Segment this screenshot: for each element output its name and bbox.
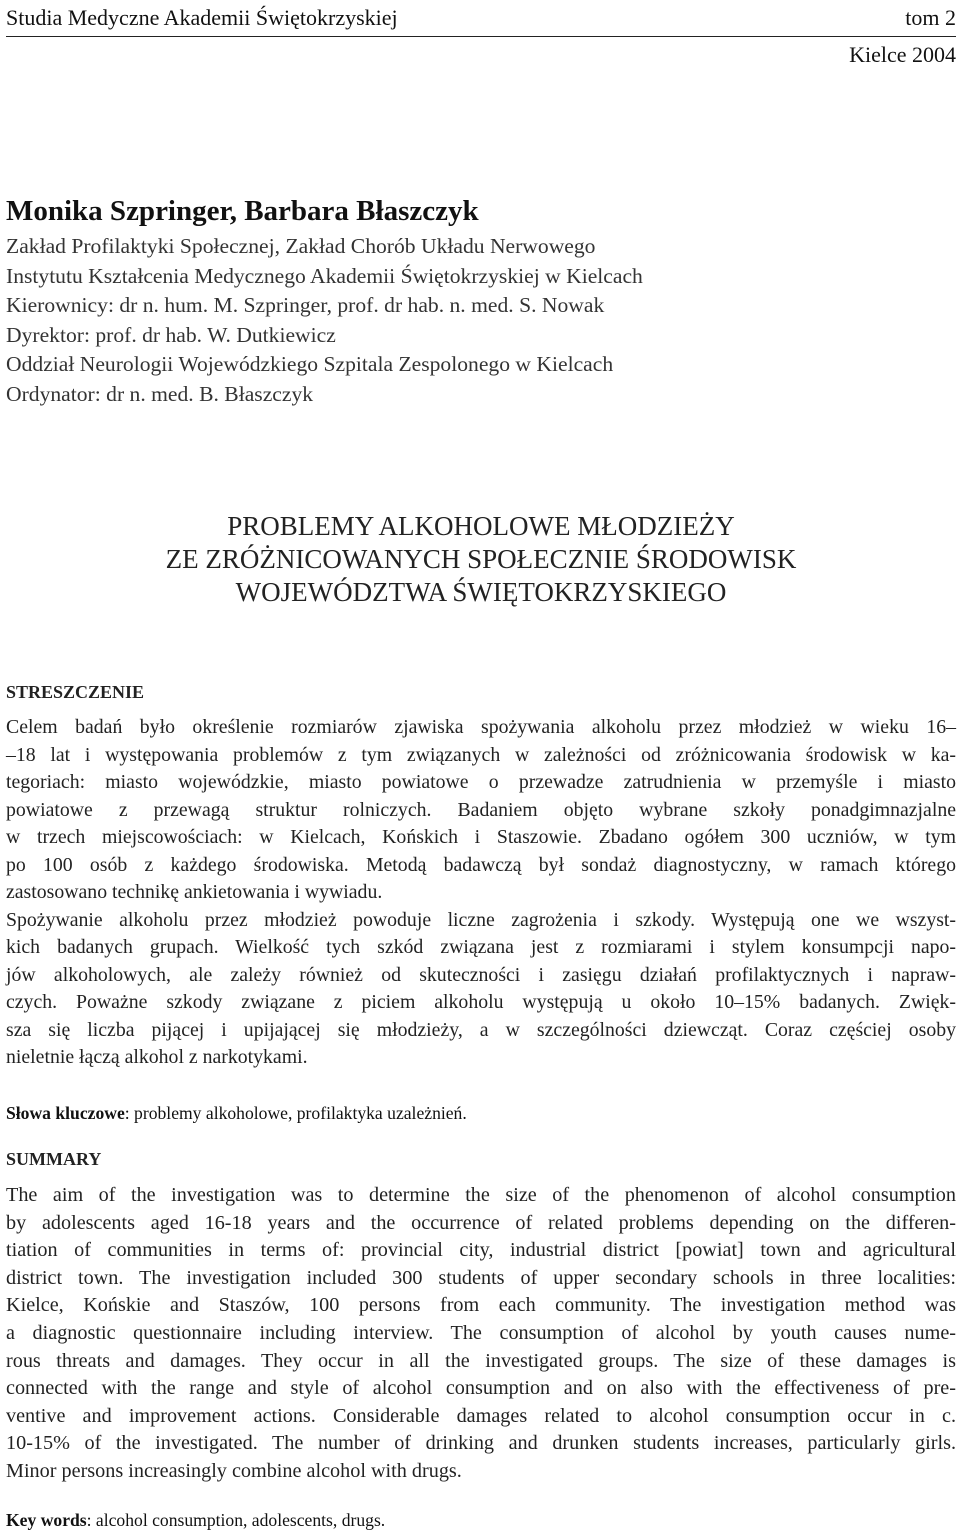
- summary-line: ventive and improvement actions. Considerable damages related to alcohol consumption occur in c.: [6, 1404, 956, 1427]
- abstract-line: powiatowe z przewagą struktur rolniczych. Badaniem objęto wybrane szkoły ponadgimnazjalne: [6, 798, 956, 821]
- affiliation-line: Zakład Profilaktyki Społecznej, Zakład Chorób Układu Nerwowego: [6, 234, 596, 258]
- streszczenie-body: [6, 714, 956, 1072]
- abstract-line: sza się liczba pijącej i upijającej się młodzieży, a w szczególności dziewcząt. Coraz częściej osoby: [6, 1018, 956, 1041]
- summary-body: [6, 1182, 956, 1486]
- authors: Monika Szpringer, Barbara Błaszczyk: [6, 195, 479, 227]
- abstract-line: zastosowano technikę ankietowania i wywiadu.: [6, 881, 383, 903]
- slowa-kluczowe: [6, 1101, 467, 1125]
- summary-line: connected with the range and style of alcohol consumption and on also with the effectiveness of pre-: [6, 1377, 956, 1400]
- summary-line: Kielce, Końskie and Staszów, 100 persons from each community. The investigation method was: [6, 1294, 956, 1317]
- abstract-line: po 100 osób z każdego środowiska. Metodą badawczą był sondaż diagnostyczny, w ramach którego: [6, 853, 956, 876]
- affiliation-line: Kierownicy: dr n. hum. M. Szpringer, prof. dr hab. n. med. S. Nowak: [6, 293, 605, 317]
- abstract-line: czych. Poważne szkody związane z piciem alkoholu występują u około 10–15% badanych. Zwięk-: [6, 991, 956, 1013]
- summary-line: tiation of communities in terms of: provincial city, industrial district [powiat] town and agricultural: [6, 1239, 956, 1262]
- summary-line: The aim of the investigation was to determine the size of the phenomenon of alcohol consumption: [6, 1184, 956, 1206]
- summary-heading: SUMMARY: [6, 1149, 102, 1169]
- keywords-label: Słowa kluczowe: [6, 1103, 125, 1123]
- title-line: PROBLEMY ALKOHOLOWE MŁODZIEŻY: [227, 511, 735, 541]
- keywords-label: Key words: [6, 1510, 87, 1530]
- abstract-line: Spożywanie alkoholu przez młodzież powoduje liczne zagrożenia i szkody. Występują one we wszyst-: [6, 908, 956, 931]
- place-year: Kielce 2004: [849, 42, 956, 67]
- summary-line: 10-15% of the investigated. The number of drinking and drunken students increases, particularly girls.: [6, 1432, 956, 1455]
- abstract-line: –18 lat i występowania problemów z tym związanych w zależności od zróżnicowania środowisk w ka-: [6, 743, 956, 766]
- abstract-line: jów alkoholowych, ale zależy również od skuteczności i zasięgu działań profilaktycznych i napraw-: [6, 963, 956, 986]
- title-line: ZE ZRÓŻNICOWANYCH SPOŁECZNIE ŚRODOWISK: [165, 544, 797, 574]
- volume-number: tom 2: [905, 5, 956, 30]
- summary-line: district town. The investigation included 300 students of upper secondary schools in three localities:: [6, 1266, 956, 1289]
- summary-line: Minor persons increasingly combine alcohol with drugs.: [6, 1459, 462, 1482]
- summary-line: rous threats and damages. They occur in all the investigated groups. The size of these damages is: [6, 1349, 956, 1372]
- affiliation-line: Oddział Neurologii Wojewódzkiego Szpitala Zespolonego w Kielcach: [6, 352, 614, 376]
- key-words: [6, 1508, 385, 1532]
- streszczenie-heading: STRESZCZENIE: [6, 682, 145, 702]
- article-title: [6, 510, 956, 609]
- abstract-line: Celem badań było określenie rozmiarów zjawiska spożywania alkoholu przez młodzież w wieku 16–: [6, 716, 956, 738]
- abstract-line: w trzech miejscowościach: w Kielcach, Końskich i Staszowie. Zbadano ogółem 300 uczniów, w tym: [6, 826, 956, 848]
- title-line: WOJEWÓDZTWA ŚWIĘTOKRZYSKIEGO: [235, 577, 727, 607]
- affiliation-line: Instytutu Kształcenia Medycznego Akademii Świętokrzyskiej w Kielcach: [6, 263, 643, 288]
- abstract-line: kich badanych grupach. Wielkość tych szkód związana jest z rozmiarami i stylem konsumpcji napo-: [6, 936, 956, 958]
- keywords-text: : alcohol consumption, adolescents, drugs.: [86, 1510, 386, 1530]
- summary-line: by adolescents aged 16-18 years and the occurrence of related problems depending on the differen-: [6, 1211, 956, 1234]
- abstract-line: tegoriach: miasto wojewódzkie, miasto powiatowe o przewadze zatrudnienia w przemyśle i miasto: [6, 771, 956, 793]
- summary-line: a diagnostic questionnaire including interview. The consumption of alcohol by youth causes nume-: [6, 1321, 956, 1344]
- affiliations: [6, 232, 956, 409]
- keywords-text: : problemy alkoholowe, profilaktyka uzależnień.: [124, 1103, 467, 1123]
- abstract-line: nieletnie łączą alkohol z narkotykami.: [6, 1046, 308, 1068]
- journal-name: Studia Medyczne Akademii Świętokrzyskiej: [6, 5, 398, 30]
- running-header: [6, 2, 956, 37]
- affiliation-line: Ordynator: dr n. med. B. Błaszczyk: [6, 381, 314, 406]
- affiliation-line: Dyrektor: prof. dr hab. W. Dutkiewicz: [6, 322, 336, 347]
